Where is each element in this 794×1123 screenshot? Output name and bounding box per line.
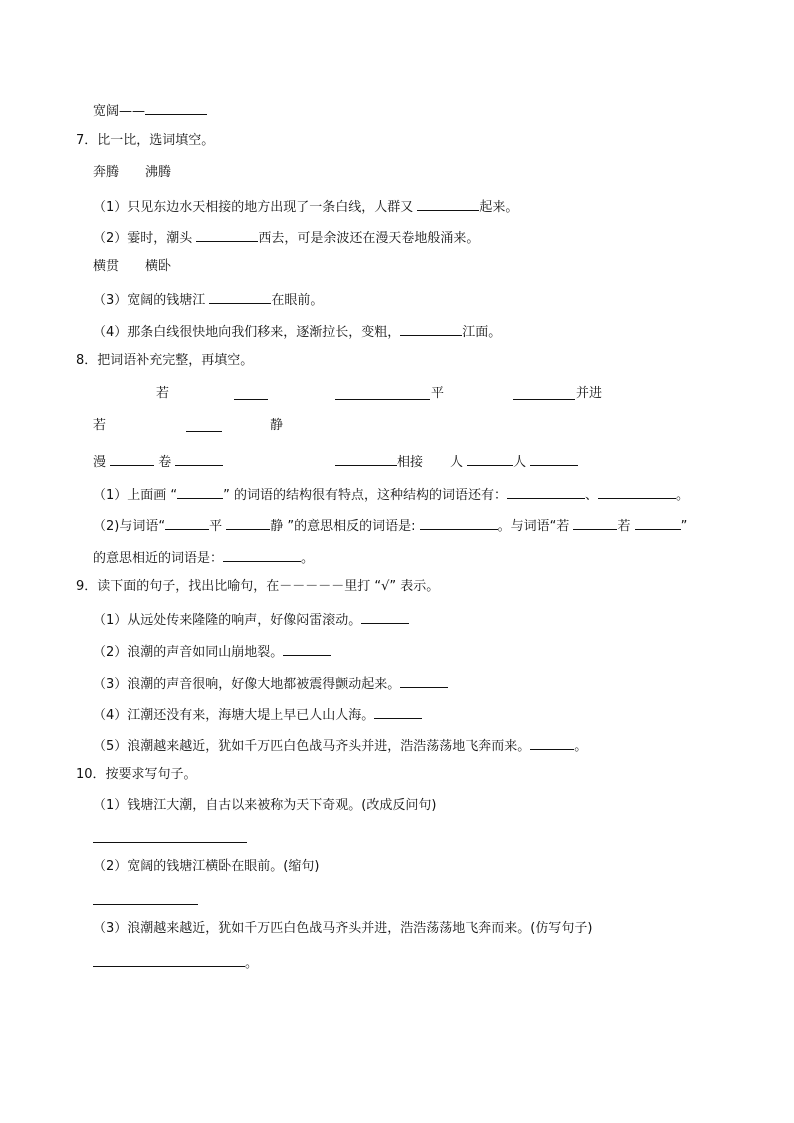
word-choices-2 xyxy=(93,258,171,276)
answer-blank[interactable] xyxy=(175,451,223,466)
q8-sentence-1 xyxy=(93,484,689,505)
answer-blank[interactable] xyxy=(400,673,448,688)
sentence-text: 在眼前。 xyxy=(271,293,324,308)
sentence-text: 平 xyxy=(209,519,227,534)
sentence-text: 。 xyxy=(676,488,690,503)
sentence-text: （2)与词语“ xyxy=(93,519,166,534)
sentence-text: （2）宽阔的钱塘江横卧在眼前。(缩句) xyxy=(93,859,320,874)
word-choice-text: 奔腾 沸腾 xyxy=(93,165,172,180)
q9-sentence-5 xyxy=(93,735,587,756)
q8-sentence-3 xyxy=(93,547,314,568)
question-7-title xyxy=(76,132,214,150)
idiom-char: 人 xyxy=(450,455,464,470)
answer-blank[interactable] xyxy=(186,417,222,432)
answer-blank[interactable] xyxy=(507,484,585,499)
answer-blank[interactable] xyxy=(467,451,513,466)
q8-r2-blank-1[interactable] xyxy=(186,417,222,438)
answer-blank[interactable] xyxy=(110,451,154,466)
sentence-text: （1）只见东边水天相接的地方出现了一条白线，人群又 xyxy=(93,200,418,215)
question-text: 8．把词语补充完整，再填空。 xyxy=(76,353,254,368)
answer-blank[interactable] xyxy=(598,484,676,499)
q9-sentence-2 xyxy=(93,641,331,662)
q8-r2-char-2 xyxy=(270,417,283,435)
answer-blank[interactable] xyxy=(530,451,578,466)
q9-sentence-3 xyxy=(93,673,448,694)
answer-line[interactable] xyxy=(93,890,198,905)
sentence-text: 。 xyxy=(301,551,315,566)
sentence-text: （2）霎时，潮头 xyxy=(93,231,197,246)
sentence-text: 江面。 xyxy=(462,325,502,340)
q10-answer-3[interactable] xyxy=(93,952,258,973)
q7-sentence-1 xyxy=(93,196,518,217)
q10-answer-2[interactable] xyxy=(93,890,198,911)
sentence-text: （2）浪潮的声音如同山崩地裂。 xyxy=(93,645,284,660)
idiom-char: 人 xyxy=(513,455,527,470)
idiom-char: 漫 xyxy=(93,455,107,470)
sentence-text: （3）浪潮的声音很响，好像大地都被震得颤动起来。 xyxy=(93,677,401,692)
q8-r1-blank-1[interactable] xyxy=(234,385,268,406)
sentence-text: （5）浪潮越来越近，犹如千万匹白色战马齐头并进，浩浩荡荡地飞奔而来。 xyxy=(93,739,531,754)
answer-blank[interactable] xyxy=(335,451,397,466)
q8-r3-group-1 xyxy=(93,451,223,472)
answer-blank[interactable] xyxy=(420,515,498,530)
sentence-text: 、 xyxy=(585,488,599,503)
answer-blank[interactable] xyxy=(635,515,681,530)
answer-blank[interactable] xyxy=(374,704,422,719)
q10-sentence-3 xyxy=(93,920,592,938)
word-choice-text: 横贯 横卧 xyxy=(93,259,172,274)
answer-blank[interactable] xyxy=(335,385,430,400)
answer-blank[interactable] xyxy=(177,484,223,499)
q7-sentence-2 xyxy=(93,227,479,248)
sentence-text: （1）钱塘江大潮，自古以来被称为天下奇观。(改成反问句) xyxy=(93,798,437,813)
sentence-text: 。 xyxy=(245,956,259,971)
q9-sentence-4 xyxy=(93,704,422,725)
idiom-char: 若 xyxy=(93,418,107,433)
sentence-text: （3）宽阔的钱塘江 xyxy=(93,293,210,308)
q7-sentence-3 xyxy=(93,289,323,310)
answer-blank[interactable] xyxy=(530,735,574,750)
sentence-text: 若 xyxy=(617,519,635,534)
word-choices-1 xyxy=(93,164,171,182)
answer-blank[interactable] xyxy=(573,515,617,530)
sentence-text: （3）浪潮越来越近，犹如千万匹白色战马齐头并进，浩浩荡荡地飞奔而来。(仿写句子) xyxy=(93,921,593,936)
sentence-text: ” 的词语的结构很有特点，这种结构的词语还有： xyxy=(223,488,508,503)
answer-blank[interactable] xyxy=(145,100,207,115)
answer-blank[interactable] xyxy=(226,515,270,530)
sentence-text: 西去，可是余波还在漫天卷地般涌来。 xyxy=(258,231,480,246)
question-10-title xyxy=(76,766,197,784)
sentence-text: （4）江潮还没有来，海塘大堤上早已人山人海。 xyxy=(93,708,375,723)
answer-blank[interactable] xyxy=(196,227,258,242)
q8-r1-char-3 xyxy=(576,385,602,403)
q7-sentence-4 xyxy=(93,321,501,342)
q8-r1-blank-2[interactable] xyxy=(335,385,430,406)
answer-blank[interactable] xyxy=(234,385,268,400)
q10-answer-1[interactable] xyxy=(93,828,247,849)
q8-r3-group-2 xyxy=(335,451,423,472)
question-text: 7．比一比，选词填空。 xyxy=(76,133,215,148)
idiom-char: 并进 xyxy=(576,386,603,401)
sentence-text: 。 xyxy=(574,739,588,754)
answer-blank[interactable] xyxy=(165,515,209,530)
q9-sentence-1 xyxy=(93,609,409,630)
idiom-char: 若 xyxy=(156,386,170,401)
answer-blank[interactable] xyxy=(209,289,271,304)
q8-r3-group-3 xyxy=(450,451,578,472)
text: 宽阔—— xyxy=(93,104,146,119)
q8-r2-char-1 xyxy=(93,417,106,435)
q10-sentence-1 xyxy=(93,797,436,815)
idiom-char: 卷 xyxy=(158,455,172,470)
question-8-title xyxy=(76,352,253,370)
word-line-kuankuo xyxy=(93,100,207,121)
answer-line[interactable] xyxy=(93,828,247,843)
sentence-text: 。与词语“若 xyxy=(497,519,574,534)
sentence-text: ” xyxy=(680,519,688,534)
q8-r1-char-2 xyxy=(431,385,444,403)
answer-blank[interactable] xyxy=(283,641,331,656)
question-text: 9．读下面的句子，找出比喻句，在－－－－－里打 “√” 表示。 xyxy=(76,579,440,594)
idiom-char: 静 xyxy=(270,418,284,433)
question-9-title xyxy=(76,578,439,596)
q8-sentence-2 xyxy=(93,515,687,536)
sentence-text: 起来。 xyxy=(479,200,519,215)
sentence-text: 的意思相近的词语是： xyxy=(93,551,224,566)
idiom-char: 平 xyxy=(431,386,445,401)
answer-blank[interactable] xyxy=(513,385,575,400)
answer-blank[interactable] xyxy=(400,321,462,336)
sentence-text: （1）上面画 “ xyxy=(93,488,178,503)
question-text: 10．按要求写句子。 xyxy=(76,767,197,782)
q8-r1-blank-3[interactable] xyxy=(513,385,575,406)
sentence-text: （1）从远处传来隆隆的响声，好像闷雷滚动。 xyxy=(93,613,362,628)
sentence-text: （4）那条白线很快地向我们移来，逐渐拉长，变粗， xyxy=(93,325,401,340)
answer-blank[interactable] xyxy=(361,609,409,624)
answer-blank[interactable] xyxy=(417,196,479,211)
idiom-char: 相接 xyxy=(397,455,424,470)
q10-sentence-2 xyxy=(93,858,319,876)
answer-line[interactable] xyxy=(93,952,245,967)
answer-blank[interactable] xyxy=(223,547,301,562)
sentence-text: 静 ”的意思相反的词语是: xyxy=(270,519,420,534)
q8-r1-char-1 xyxy=(156,385,169,403)
